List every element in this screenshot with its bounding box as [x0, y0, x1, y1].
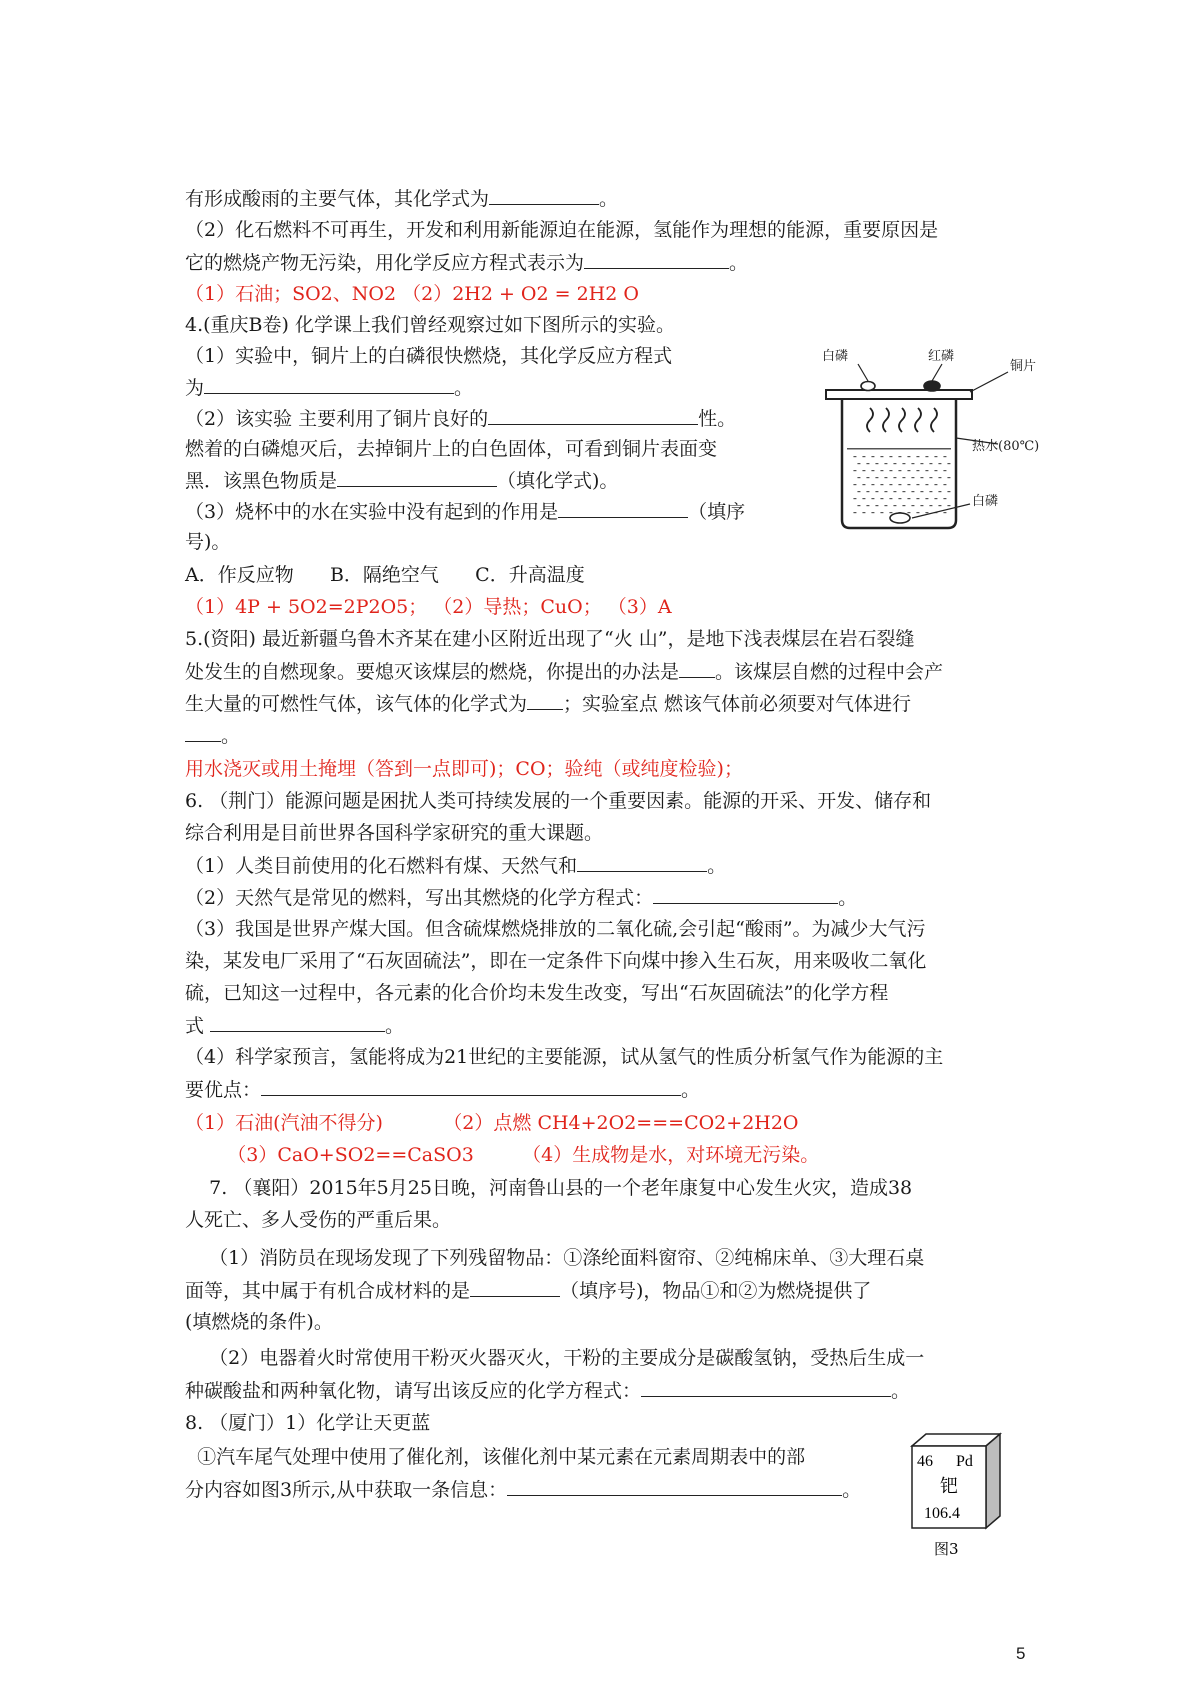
text-line: 黑．该黑色物质是 （填化学式)。	[185, 470, 619, 492]
text-line: (填燃烧的条件)。	[185, 1311, 333, 1333]
question-heading: 4.(重庆B卷) 化学课上我们曾经观察过如下图所示的实验。	[185, 314, 675, 336]
text-line: 有形成酸雨的主要气体，其化学式为 。	[185, 188, 619, 210]
text-line: ①汽车尾气处理中使用了催化剂，该催化剂中某元素在元素周期表中的部	[185, 1446, 806, 1468]
white-phosphorus-top	[861, 382, 875, 391]
answer-line: （1）石油；SO2、NO2 （2）2H2 + O2 = 2H2 O	[185, 283, 639, 305]
text-line: 。	[185, 723, 240, 748]
answer-blank	[641, 1378, 891, 1397]
answer-blank	[337, 468, 497, 487]
text-line: 它的燃烧产物无污染，用化学反应方程式表示为 。	[185, 252, 749, 274]
answer-line: 用水浇灭或用土掩埋（答到一点即可)；CO；验纯（或纯度检验)；	[185, 758, 743, 780]
figure-caption: 图3	[934, 1540, 959, 1558]
question-heading: 7. （襄阳）2015年5月25日晚，河南鲁山县的一个老年康复中心发生火灾，造成38	[185, 1177, 913, 1199]
red-phosphorus	[924, 381, 940, 391]
text-line: 硫，已知这一过程中，各元素的化合价均未发生改变，写出“石灰固硫法”的化学方程	[185, 982, 889, 1004]
text-line: 处发生的自燃现象。要熄灭该煤层的燃烧，你提出的办法是 。该煤层自燃的过程中会产	[185, 661, 944, 683]
steam-waves	[867, 408, 937, 432]
answer-blank	[577, 853, 707, 872]
cell-side-face	[986, 1434, 1000, 1528]
text-line: （3）我国是世界产煤大国。但含硫煤燃烧排放的二氧化硫,会引起“酸雨”。为减少大气污	[185, 918, 926, 940]
text-line: （2）该实验 主要利用了铜片良好的 性。	[185, 408, 737, 430]
text-line: 要优点： 。	[185, 1079, 701, 1101]
beaker-experiment-figure	[820, 338, 1060, 538]
text-line: （1）实验中，铜片上的白磷很快燃烧，其化学反应方程式	[185, 345, 673, 367]
copper-plate	[826, 390, 972, 399]
text-line: 面等，其中属于有机合成材料的是 （填序号)，物品①和②为燃烧提供了	[185, 1280, 872, 1302]
answer-line: （1）4P + 5O2=2P2O5； （2）导热；CuO； （3）A	[185, 596, 672, 618]
question-heading: 8. （厦门）1）化学让天更蓝	[185, 1412, 431, 1434]
label-copper-plate: 铜片	[1010, 359, 1037, 374]
text-line: 染，某发电厂采用了“石灰固硫法”，即在一定条件下向煤中掺入生石灰，用来吸收二氧化	[185, 950, 927, 972]
answer-blank	[488, 406, 698, 425]
text-line: 种碳酸盐和两种氧化物，请写出该反应的化学方程式： 。	[185, 1380, 911, 1402]
text-line: 人死亡、多人受伤的严重后果。	[185, 1209, 452, 1231]
text-line: 分内容如图3所示,从中获取一条信息： 。	[185, 1479, 862, 1501]
answer-blank	[470, 1278, 560, 1297]
text-line: （1）人类目前使用的化石燃料有煤、天然气和 。	[185, 855, 727, 877]
label-red-phosphorus: 红磷	[928, 349, 955, 364]
text-line: 号)。	[185, 531, 231, 553]
text-line: 为 。	[185, 377, 474, 399]
text-line: （2）化石燃料不可再生，开发和利用新能源迫在能源，氢能作为理想的能源，重要原因是	[185, 219, 939, 241]
atomic-number: 46	[917, 1453, 933, 1470]
white-phosphorus-bottom	[890, 513, 910, 523]
answer-blank	[489, 186, 599, 205]
answer-blank	[185, 723, 221, 742]
answer-blank	[261, 1077, 681, 1096]
atomic-mass: 106.4	[924, 1505, 960, 1522]
text-line: （2）电器着火时常使用干粉灭火器灭火，干粉的主要成分是碳酸氢钠，受热后生成一	[185, 1347, 925, 1369]
answer-blank	[527, 691, 563, 710]
hot-water	[847, 448, 951, 513]
question-heading: 5.(资阳) 最近新疆乌鲁木齐某在建小区附近出现了“火 山”，是地下浅表煤层在岩石裂缝	[185, 628, 915, 650]
label-white-phosphorus: 白磷	[822, 349, 849, 364]
cell-top-face	[912, 1434, 1000, 1446]
text-line: 综合利用是目前世界各国科学家研究的重大课题。	[185, 822, 604, 844]
answer-blank	[679, 659, 715, 678]
label-hot-water: 热水(80℃)	[972, 439, 1040, 454]
answer-line: （3）CaO+SO2==CaSO3 （4）生成物是水，对环境无污染。	[185, 1144, 820, 1166]
question-heading: 6. （荆门）能源问题是困扰人类可持续发展的一个重要因素。能源的开采、开发、储存和	[185, 790, 932, 812]
label-white-phosphorus-bottom: 白磷	[972, 494, 999, 509]
text-line: （3）烧杯中的水在实验中没有起到的作用是 （填序	[185, 501, 746, 523]
answer-blank	[507, 1477, 842, 1496]
text-line: （2）天然气是常见的燃料，写出其燃烧的化学方程式： 。	[185, 887, 858, 909]
element-symbol: Pd	[956, 1453, 973, 1470]
periodic-table-cell-figure	[900, 1432, 1010, 1572]
page-number: 5	[1016, 1644, 1026, 1663]
answer-line: （1）石油(汽油不得分) （2）点燃 CH4+2O2===CO2+2H2O	[185, 1112, 799, 1134]
answer-blank	[204, 375, 454, 394]
text-line: 式 。	[185, 1015, 405, 1037]
options-line: A．作反应物 B．隔绝空气 C．升高温度	[185, 564, 585, 586]
answer-blank	[210, 1013, 385, 1032]
answer-blank	[584, 250, 729, 269]
answer-blank	[653, 885, 838, 904]
text-line: （4）科学家预言，氢能将成为21世纪的主要能源，试从氢气的性质分析氢气作为能源的主	[185, 1046, 944, 1068]
text-line: 生大量的可燃性气体，该气体的化学式为 ；实验室点 燃该气体前必须要对气体进行	[185, 693, 912, 715]
answer-blank	[558, 499, 688, 518]
text-line: 燃着的白磷熄灭后，去掉铜片上的白色固体，可看到铜片表面变	[185, 438, 718, 460]
text-line: （1）消防员在现场发现了下列残留物品：①涤纶面料窗帘、②纯棉床单、③大理石桌	[185, 1247, 925, 1269]
element-name: 钯	[940, 1476, 958, 1497]
